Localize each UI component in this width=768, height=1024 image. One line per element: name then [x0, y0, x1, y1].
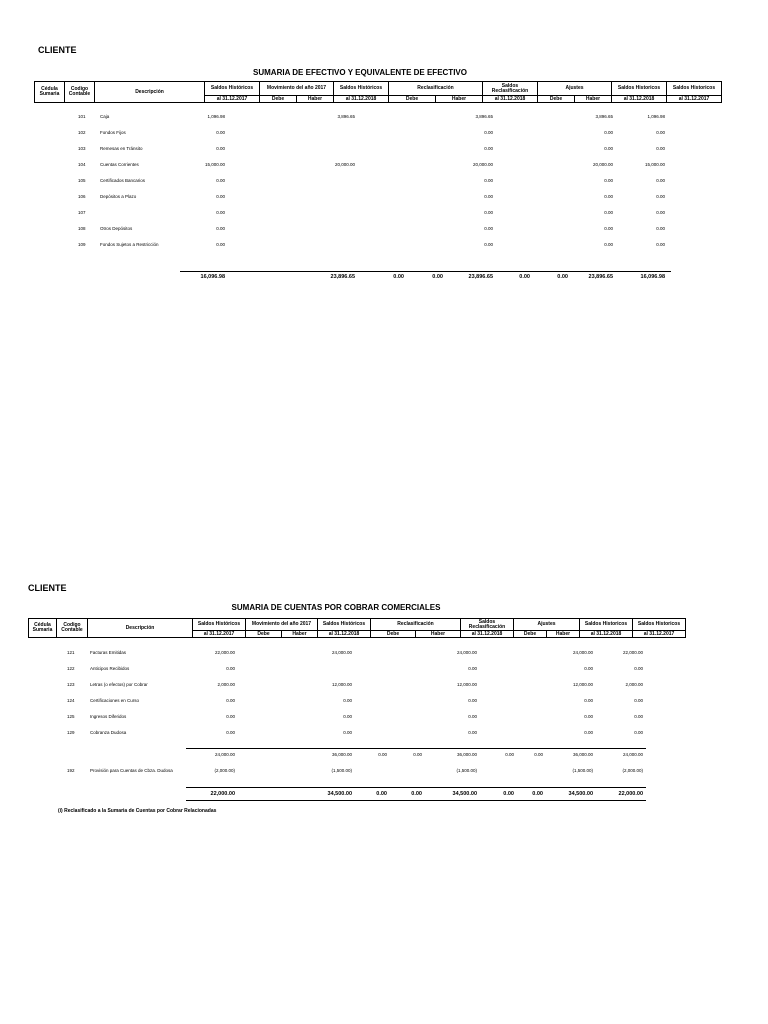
- saldo-final-2018: 0.00: [604, 242, 613, 247]
- account-code: 125: [67, 714, 75, 719]
- header-haber: Haber: [416, 631, 461, 638]
- saldo-2017: 0.00: [216, 210, 225, 215]
- account-code: 101: [78, 114, 86, 119]
- total-reclas-haber: 0.00: [411, 791, 422, 797]
- header-saldos-hist2-2018: Saldos Historicos: [612, 82, 667, 96]
- header-movimiento: Movimiento del año 2017: [260, 82, 334, 96]
- table-header: [28, 618, 686, 638]
- subtotal-ajustes-haber: 0.00: [534, 752, 543, 757]
- saldo-reclas: 0.00: [484, 130, 493, 135]
- header-codigo: Codigo Contable: [65, 82, 95, 103]
- saldo-final-2017: 2,000.00: [625, 682, 643, 687]
- saldo-final-2018: 0.00: [584, 714, 593, 719]
- sheet-title: SUMARIA DE EFECTIVO Y EQUIVALENTE DE EFECTIVO: [253, 68, 467, 77]
- subtotal-final-2017: 24,000.00: [622, 752, 643, 757]
- saldo-final-2018: 12,000.00: [572, 682, 593, 687]
- total-reclas-haber: 0.00: [432, 274, 443, 280]
- saldo-final-2018: 24,000.00: [572, 650, 593, 655]
- header-reclasificacion: Reclasificación: [371, 619, 461, 631]
- header-descripcion: Descripción: [95, 82, 205, 103]
- total-saldo-2017: 16,096.98: [200, 274, 225, 280]
- saldo-2017: 0.00: [226, 666, 235, 671]
- account-code: 109: [78, 242, 86, 247]
- saldo-reclas: 20,000.00: [472, 162, 493, 167]
- saldo-2018: 0.00: [343, 714, 352, 719]
- saldo-2017: 0.00: [216, 130, 225, 135]
- header-date: al 31.12.2018: [612, 96, 667, 103]
- total-saldo-2017: 22,000.00: [210, 791, 235, 797]
- sheet-title: SUMARIA DE CUENTAS POR COBRAR COMERCIALES: [231, 603, 441, 612]
- account-desc: Certificados Bancarios: [100, 178, 146, 183]
- account-desc: Depósitos a Plazo: [100, 194, 137, 199]
- totals-row: [0, 274, 768, 284]
- saldo-reclas: 0.00: [468, 730, 477, 735]
- saldo-reclas: 0.00: [484, 194, 493, 199]
- saldo-reclas: (1,500.00): [456, 768, 477, 773]
- total-final-2017: 22,000.00: [618, 791, 643, 797]
- header-saldos-hist-2017: Saldos Históricos: [205, 82, 260, 96]
- saldo-reclas: 0.00: [468, 714, 477, 719]
- subtotal-saldo-2018: 36,000.00: [331, 752, 352, 757]
- provision-row: [0, 768, 768, 778]
- subtotal-reclas-haber: 0.00: [413, 752, 422, 757]
- saldo-2018: 0.00: [343, 698, 352, 703]
- total-saldo-2018: 23,896.65: [330, 274, 355, 280]
- saldo-2017: 0.00: [216, 178, 225, 183]
- saldo-final-2018: 0.00: [604, 210, 613, 215]
- header-ajustes: Ajustes: [538, 82, 612, 96]
- header-cedula: Cédula Sumaria: [29, 619, 57, 638]
- saldo-2017: (2,000.00): [214, 768, 235, 773]
- saldo-final-2018: 0.00: [604, 226, 613, 231]
- account-desc: Fondos Sujetos a Restricción: [100, 242, 159, 247]
- header-date: al 31.12.2017: [205, 96, 260, 103]
- total-ajustes-haber: 0.00: [557, 274, 568, 280]
- subtotal-ajustes-debe: 0.00: [505, 752, 514, 757]
- header-movimiento: Movimiento del año 2017: [246, 619, 318, 631]
- total-ajustes-debe: 0.00: [519, 274, 530, 280]
- subtotal-divider: [186, 748, 646, 749]
- saldo-final-2018: 0.00: [604, 194, 613, 199]
- account-code: 123: [67, 682, 75, 687]
- header-date: al 31.12.2018: [461, 631, 514, 638]
- header-cedula: Cédula Sumaria: [35, 82, 65, 103]
- header-debe: Debe: [260, 96, 297, 103]
- total-divider: [186, 787, 646, 788]
- saldo-2017: 0.00: [226, 730, 235, 735]
- total-reclas-debe: 0.00: [376, 791, 387, 797]
- saldo-final-2018: 3,896.65: [595, 114, 613, 119]
- saldo-final-2017: 0.00: [656, 210, 665, 215]
- saldo-reclas: 0.00: [468, 698, 477, 703]
- saldo-2018: 0.00: [343, 730, 352, 735]
- account-code: 192: [67, 768, 75, 773]
- saldo-2017: 0.00: [216, 146, 225, 151]
- header-haber: Haber: [282, 631, 318, 638]
- subtotal-final-2018: 36,000.00: [572, 752, 593, 757]
- account-desc: Letras (o efectos) por Cobrar: [90, 682, 148, 687]
- header-saldos-hist2-2017: Saldos Historicos: [667, 82, 722, 96]
- account-code: 121: [67, 650, 75, 655]
- saldo-final-2017: 15,000.00: [644, 162, 665, 167]
- account-desc: Anticipos Recibidos: [90, 666, 130, 671]
- saldo-final-2018: 0.00: [604, 178, 613, 183]
- header-debe: Debe: [538, 96, 575, 103]
- header-date: al 31.12.2018: [580, 631, 633, 638]
- header-saldos-hist-2017: Saldos Históricos: [193, 619, 246, 631]
- total-final-2018: 34,500.00: [568, 791, 593, 797]
- header-date: al 31.12.2018: [483, 96, 538, 103]
- saldo-final-2017: 22,000.00: [622, 650, 643, 655]
- saldo-final-2018: 0.00: [584, 666, 593, 671]
- account-code: 108: [78, 226, 86, 231]
- saldo-final-2017: 0.00: [656, 130, 665, 135]
- saldo-reclas: 24,000.00: [456, 650, 477, 655]
- saldo-final-2018: 0.00: [604, 146, 613, 151]
- subtotal-saldo-2017: 24,000.00: [214, 752, 235, 757]
- account-code: 122: [67, 666, 75, 671]
- saldo-final-2017: 0.00: [656, 242, 665, 247]
- saldo-final-2018: 0.00: [584, 730, 593, 735]
- total-final-2018: 23,896.65: [588, 274, 613, 280]
- header-date: al 31.12.2017: [667, 96, 722, 103]
- saldo-2017: 0.00: [226, 698, 235, 703]
- account-desc: Provisión para Cuentas de Cbza. Dudosa: [90, 768, 173, 773]
- subtotal-reclas-debe: 0.00: [378, 752, 387, 757]
- saldo-reclas: 0.00: [484, 146, 493, 151]
- saldo-final-2017: 0.00: [634, 730, 643, 735]
- saldo-final-2018: 0.00: [584, 698, 593, 703]
- subtotal-saldo-reclas: 36,000.00: [456, 752, 477, 757]
- saldo-2017: 2,000.00: [217, 682, 235, 687]
- saldo-final-2017: 1,096.98: [647, 114, 665, 119]
- header-saldos-hist2-2017: Saldos Historicos: [633, 619, 686, 631]
- saldo-2017: 0.00: [216, 226, 225, 231]
- saldo-final-2017: 0.00: [656, 226, 665, 231]
- account-code: 124: [67, 698, 75, 703]
- saldo-reclas: 0.00: [484, 226, 493, 231]
- saldo-final-2018: (1,500.00): [572, 768, 593, 773]
- total-ajustes-haber: 0.00: [532, 791, 543, 797]
- header-haber: Haber: [547, 631, 580, 638]
- header-codigo: Codigo Contable: [57, 619, 88, 638]
- account-code: 106: [78, 194, 86, 199]
- saldo-final-2017: (2,000.00): [622, 768, 643, 773]
- saldo-2017: 1,096.98: [207, 114, 225, 119]
- header-ajustes: Ajustes: [514, 619, 580, 631]
- account-desc: Fondos Fijos: [100, 130, 126, 135]
- saldo-final-2017: 0.00: [634, 666, 643, 671]
- header-date: al 31.12.2018: [318, 631, 371, 638]
- saldo-final-2017: 0.00: [656, 178, 665, 183]
- header-debe: Debe: [371, 631, 416, 638]
- header-reclasificacion: Reclasificación: [389, 82, 483, 96]
- saldo-2018: (1,500.00): [331, 768, 352, 773]
- saldo-final-2017: 0.00: [634, 698, 643, 703]
- saldo-2018: 24,000.00: [331, 650, 352, 655]
- total-divider: [180, 271, 671, 272]
- table-header: [34, 81, 722, 103]
- saldo-reclas: 0.00: [484, 242, 493, 247]
- client-label: CLIENTE: [28, 583, 67, 593]
- saldo-reclas: 3,896.65: [475, 114, 493, 119]
- client-label: CLIENTE: [38, 45, 77, 55]
- account-code: 105: [78, 178, 86, 183]
- header-descripcion: Descripción: [88, 619, 193, 638]
- saldo-2017: 22,000.00: [214, 650, 235, 655]
- total-saldo-2018: 34,500.00: [327, 791, 352, 797]
- header-debe: Debe: [514, 631, 547, 638]
- account-desc: Remesas en Tránsito: [100, 146, 143, 151]
- saldo-final-2017: 0.00: [656, 194, 665, 199]
- saldo-final-2018: 20,000.00: [592, 162, 613, 167]
- header-saldos-hist2-2018: Saldos Historicos: [580, 619, 633, 631]
- total-saldo-reclas: 34,500.00: [452, 791, 477, 797]
- saldo-2017: 15,000.00: [204, 162, 225, 167]
- total-saldo-reclas: 23,896.65: [468, 274, 493, 280]
- saldo-reclas: 0.00: [484, 210, 493, 215]
- saldo-final-2017: 0.00: [656, 146, 665, 151]
- saldo-reclas: 0.00: [484, 178, 493, 183]
- saldo-2018: 12,000.00: [331, 682, 352, 687]
- account-code: 129: [67, 730, 75, 735]
- account-desc: Ingresos Diferidos: [90, 714, 127, 719]
- account-code: 102: [78, 130, 86, 135]
- account-code: 103: [78, 146, 86, 151]
- saldo-2017: 0.00: [226, 714, 235, 719]
- account-desc: Otros Depósitos: [100, 226, 133, 231]
- account-code: 104: [78, 162, 86, 167]
- subtotals-row: [0, 752, 768, 762]
- total-reclas-debe: 0.00: [393, 274, 404, 280]
- header-haber: Haber: [436, 96, 483, 103]
- saldo-2017: 0.00: [216, 242, 225, 247]
- account-code: 107: [78, 210, 86, 215]
- saldo-reclas: 12,000.00: [456, 682, 477, 687]
- saldo-2018: 3,896.65: [337, 114, 355, 119]
- header-saldos-hist-2018: Saldos Históricos: [318, 619, 371, 631]
- account-desc: Facturas Emitidas: [90, 650, 127, 655]
- account-desc: Caja: [100, 114, 110, 119]
- header-haber: Haber: [575, 96, 612, 103]
- total-underline: [186, 800, 646, 801]
- saldo-final-2017: 0.00: [634, 714, 643, 719]
- header-date: al 31.12.2017: [193, 631, 246, 638]
- header-date: al 31.12.2018: [334, 96, 389, 103]
- saldo-final-2018: 0.00: [604, 130, 613, 135]
- header-saldos-reclas: Saldos Reclasificación: [483, 82, 538, 96]
- header-haber: Haber: [297, 96, 334, 103]
- saldo-2018: 20,000.00: [334, 162, 355, 167]
- header-date: al 31.12.2017: [633, 631, 686, 638]
- saldo-2017: 0.00: [216, 194, 225, 199]
- footnote: (i) Reclasificado a la Sumaria de Cuentas por Cobrar Relacionadas: [58, 808, 217, 814]
- header-debe: Debe: [246, 631, 282, 638]
- header-saldos-reclas: Saldos Reclasificación: [461, 619, 514, 631]
- total-final-2017: 16,096.98: [640, 274, 665, 280]
- header-saldos-hist-2018: Saldos Históricos: [334, 82, 389, 96]
- account-desc: Cobranza Dudosa: [90, 730, 127, 735]
- account-desc: Certificaciones en Curso: [90, 698, 140, 703]
- account-desc: Cuentas Corrientes: [100, 162, 139, 167]
- saldo-reclas: 0.00: [468, 666, 477, 671]
- total-ajustes-debe: 0.00: [503, 791, 514, 797]
- header-debe: Debe: [389, 96, 436, 103]
